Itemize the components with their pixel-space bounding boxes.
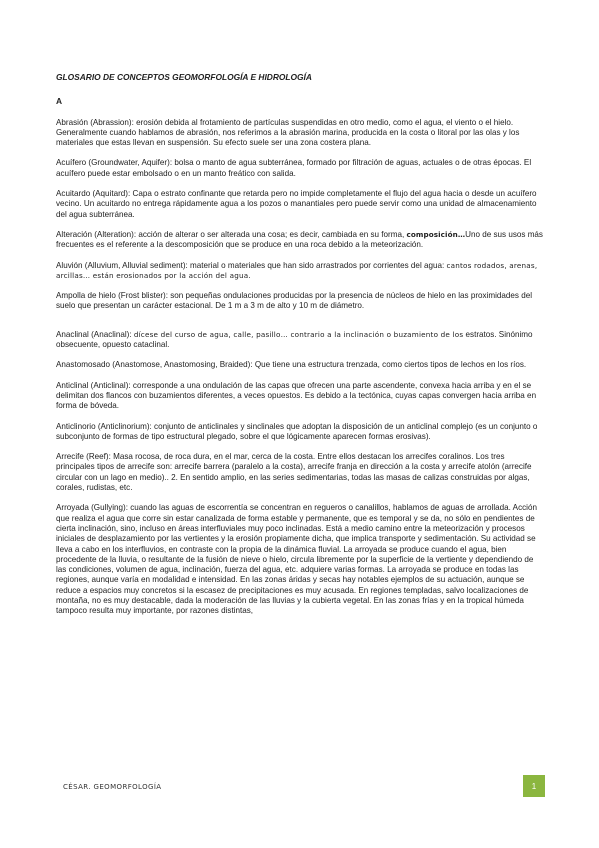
entry-aluvion-alt: cantos rodados, arenas, arcillas… están erosionados por la acción del agua. <box>56 260 538 280</box>
entry-anastomosado: Anastomosado (Anastomose, Anastomosing, Braided): Que tiene una estructura trenzada, como ciertos tipos de lechos en los ríos. <box>56 360 527 370</box>
document-title: GLOSARIO DE CONCEPTOS GEOMORFOLOGÍA E HIDROLOGÍA <box>56 72 312 82</box>
entry-acuifero: Acuífero (Groundwater, Aquifer): bolsa o manto de agua subterránea, formado por filtración de aguas, actuales o de otras épocas. El acuífero puede estar embolsado o en un manto freático con salida. <box>56 158 532 178</box>
entry-anaclinal-alt: dícese del curso de agua, calle, pasillo… contrario a la inclinación o buzamiento de los <box>133 329 464 339</box>
entry-aluvion-text: Aluvión (Alluvium, Alluvial sediment): material o materiales que han sido arrastrados por corrientes del agua: <box>56 260 445 270</box>
entry-acuitardo: Acuitardo (Aquitard): Capa o estrato confinante que retarda pero no impide completamente el flujo del agua hacia o desde un acuífero vecino. Un acuitardo no entrega rápidamente agua a los pozos o manantiales pero puede servir como una unidad de almacenamiento del agua subterránea. <box>56 189 537 219</box>
entry-alteracion-bold: composición… <box>406 229 466 239</box>
document-body <box>56 72 545 627</box>
entry-alteracion-text: Alteración (Alteration): acción de alterar o ser alterada una cosa; es decir, cambiada en su forma, <box>56 229 405 239</box>
entry-anaclinal <box>56 330 545 351</box>
page-number: 1 <box>523 775 545 797</box>
entry-arrecife: Arrecife (Reef): Masa rocosa, de roca dura, en el mar, cerca de la costa. Entre ellos destacan los arrecifes coralinos. Los tres principales tipos de arrecife son: arrecife barrera (paralelo a la costa), arrecife franja en dirección a la costa y arrecife atolón (arrecife circular con un lago en medio).. 2. En sentido amplio, en las series sedimentarias, todas las masas de calizas construidas por algas, corales, rudistas, etc. <box>56 452 532 493</box>
entry-ampolla: Ampolla de hielo (Frost blister): son pequeñas ondulaciones producidas por la presencia de núcleos de hielo en las proximidades del suelo que presentan un carácter estacional. De 1 m a 3 m de alto y 10 m de diámetro. <box>56 291 533 311</box>
entry-alteracion-rest: Uno de sus usos más frecuentes es el referente a la descomposición que se produce en una roca debido a la meteorización. <box>56 229 543 250</box>
entry-anticlinorio: Anticlinorio (Anticlinorium): conjunto de anticlinales y sinclinales que adoptan la disposición de un anticlinal complejo (es un conjunto o subconjunto de formas de tipo estructural plegado, sobre el que lógicamente aparecen formas erosivas). <box>56 421 538 441</box>
entry-anaclinal-rest: estratos. Sinónimo obsecuente, opuesto cataclinal. <box>56 329 533 350</box>
entry-alteracion <box>56 230 545 251</box>
entry-arroyada: Arroyada (Gullying): cuando las aguas de escorrentía se concentran en regueros o canalillos, hablamos de aguas de arrollada. Acción que realiza el agua que corre sin estar canalizada de forma estable y permanente, que es temporal y se da, no sólo en pendientes de cierta inclinación, sino, incluso en áreas interfluviales muy poco inclinadas. Está a medio camino entre la meteorización y procesos iniciales de desplazamiento por las vertientes y la erosión propiamente dicha, que implica transporte y sedimentación. Su actividad se lleva a cabo en los interfluvios, en contraste con la propia de la dinámica fluvial. La arroyada se produce cuando el agua, bien procedente de la lluvia, o resultante de la fusión de nieve o hielo, circula libremente por la superficie de la vertiente y dependiendo de las condiciones, volumen de agua, inclinación, fuerza del agua, etc. adquiere varias formas. La arroyada se produce en todas las regiones, aunque varía en modalidad e intensidad. En las zonas áridas y secas hay notables ejemplos de su actuación, aunque se reduce a espacios muy concretos si la escasez de precipitaciones es muy acusada. En regiones templadas, salvo localizaciones de montaña, no es muy destacable, dada la moderación de las lluvias y la cubierta vegetal. En las zonas frías y en la tropical húmeda tampoco resulta muy importante, por razones distintas, <box>56 503 537 616</box>
section-letter: A <box>56 96 63 107</box>
entry-anaclinal-text: Anaclinal (Anaclinal): <box>56 329 132 339</box>
footer-text: CÉSAR. GEOMORFOLOGÍA <box>63 783 162 791</box>
entry-abrasion: Abrasión (Abrassion): erosión debida al frotamiento de partículas suspendidas en otro medio, como el agua, el viento o el hielo. Generalmente cuando hablamos de abrasión, nos referimos a la abrasión marina, producida en la costa o litoral por las olas y los materiales que estas llevan en suspensión. Su efecto suele ser una zona costera plana. <box>56 117 520 148</box>
entry-anticlinal: Anticlinal (Anticlinal): corresponde a una ondulación de las capas que ofrecen una parte ascendente, convexa hacia arriba y en el se delimitan dos flancos con buzamientos diferentes, a veces opuestos. Es debido a la tectónica, cuyas capas convergen hacia arriba en forma de bóveda. <box>56 380 537 411</box>
entry-aluvion <box>56 261 545 282</box>
